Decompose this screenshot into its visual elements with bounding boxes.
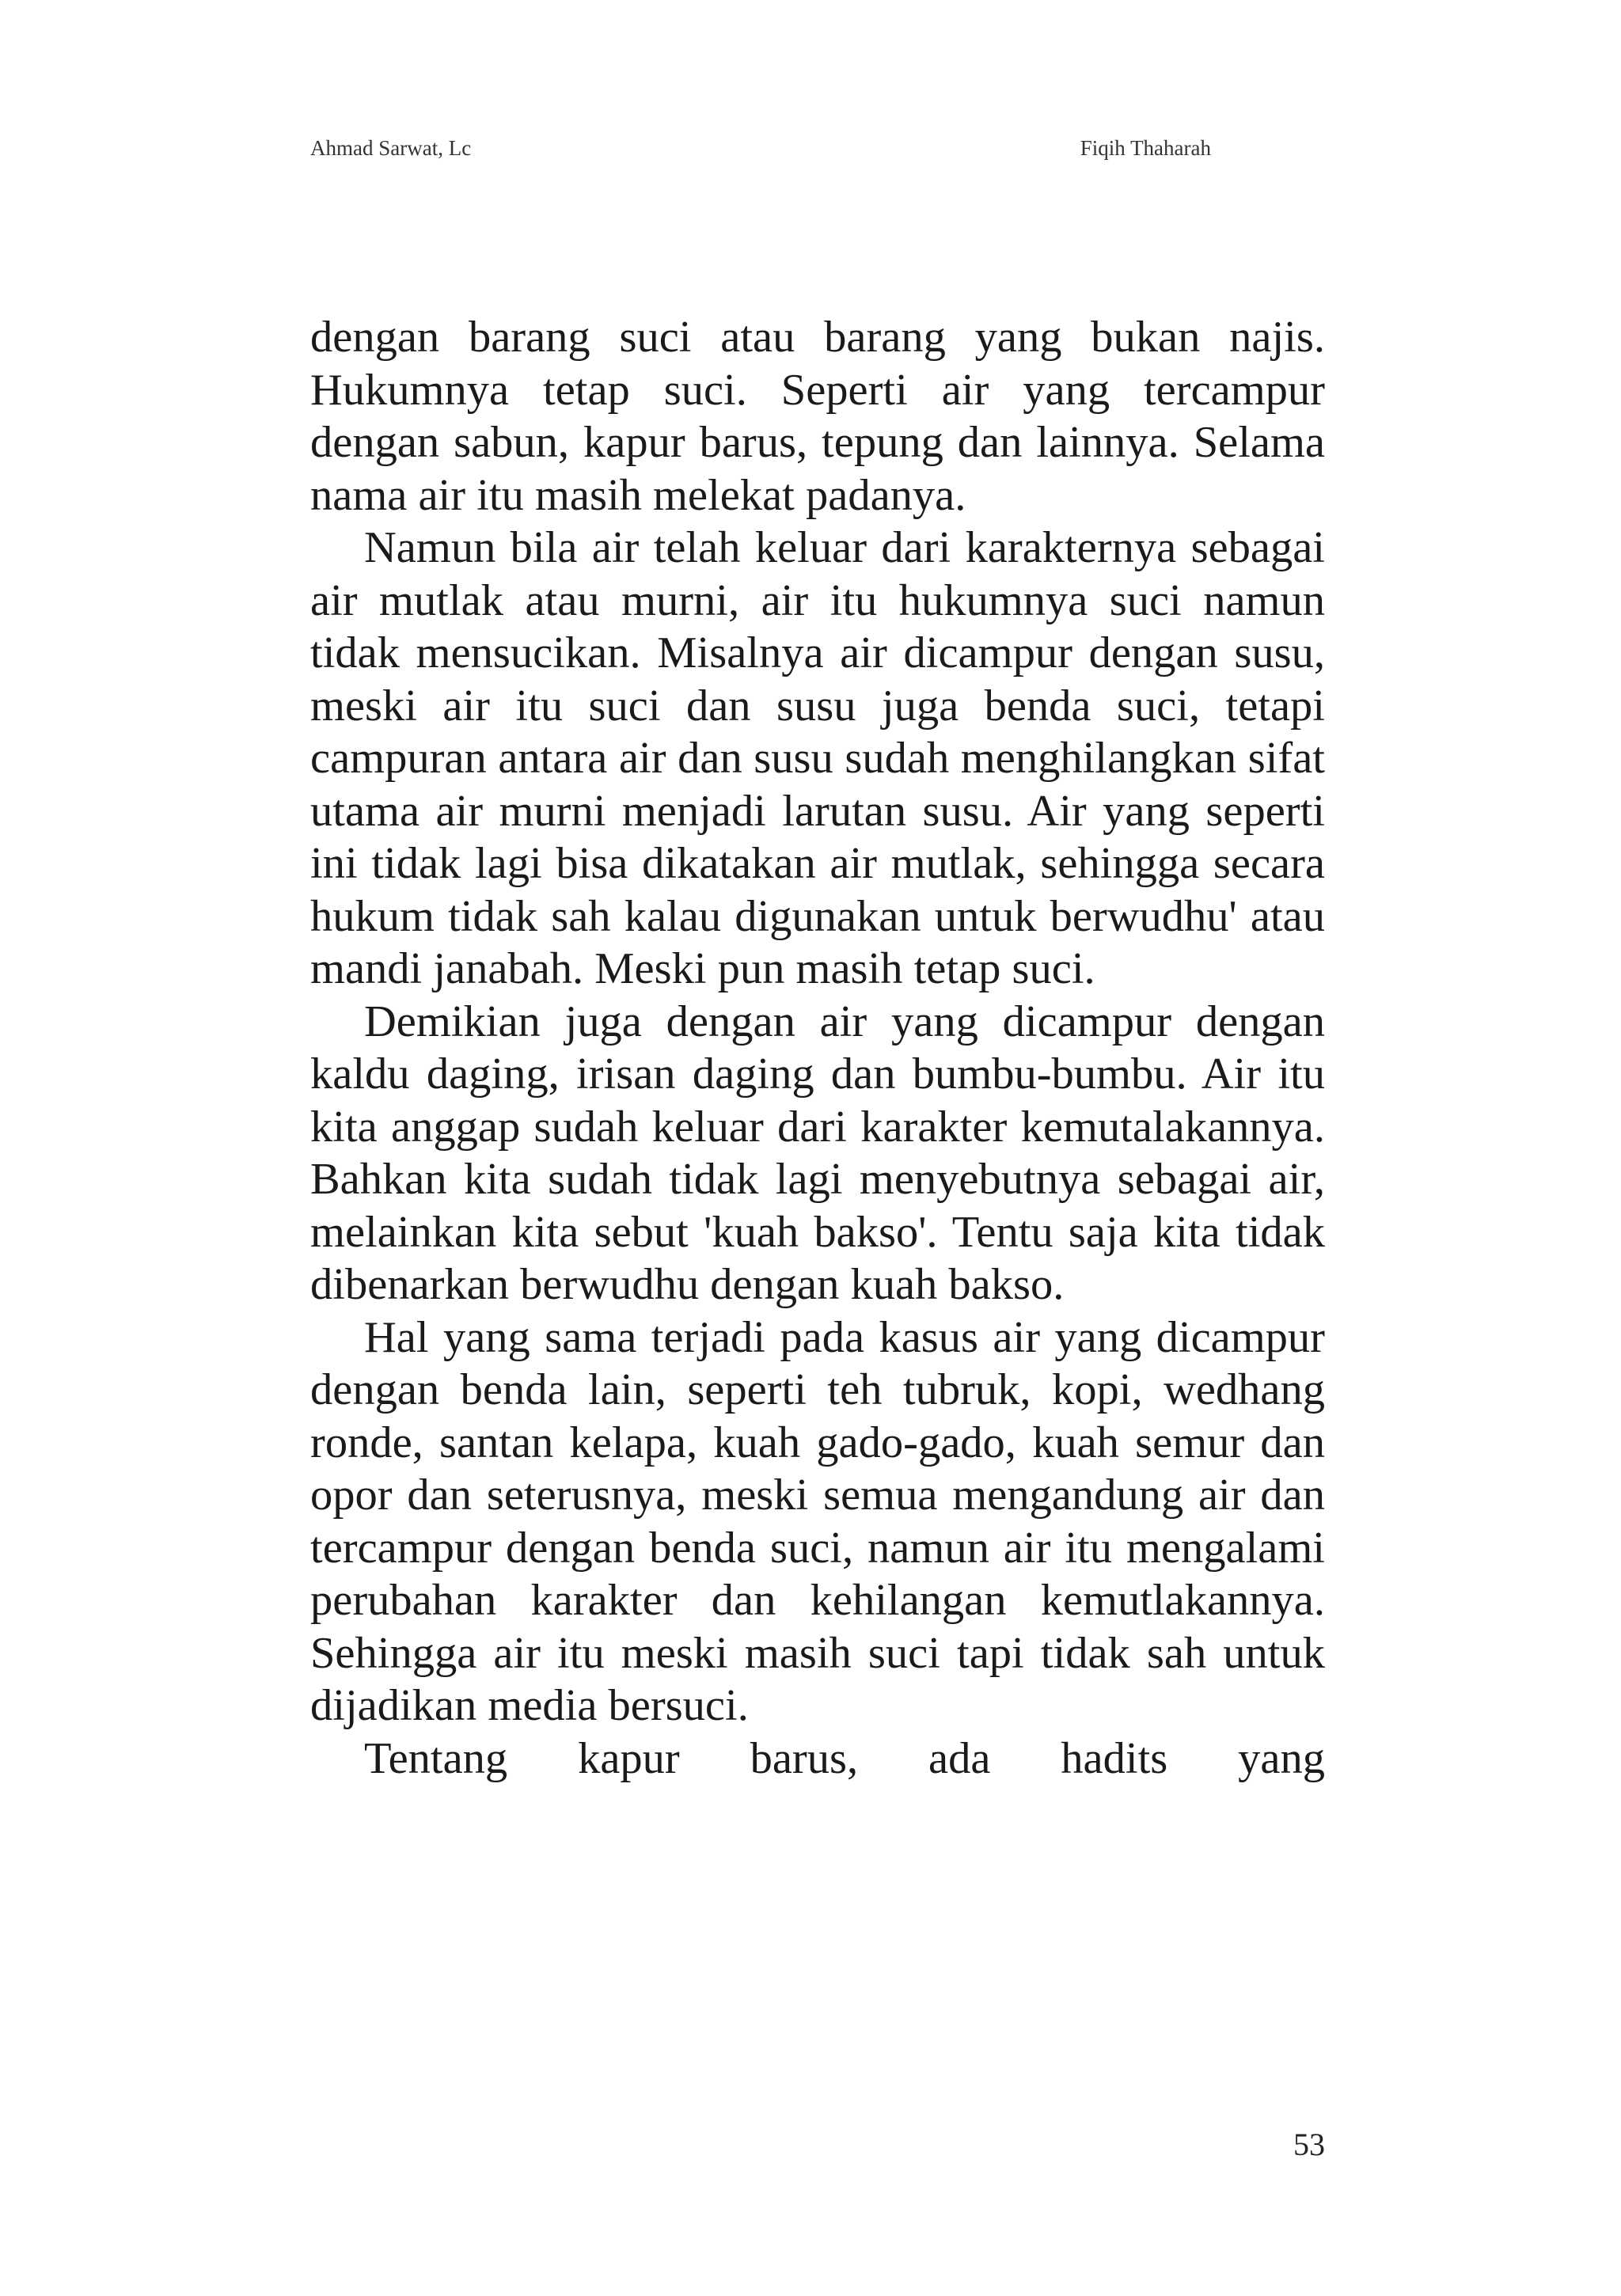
page-number: 53 (1293, 2127, 1325, 2162)
paragraph: Namun bila air telah keluar dari karakternya sebagai air mutlak atau murni, air itu hukumnya suci namun tidak mensucikan. Misalnya air dicampur dengan susu, meski air itu suci dan susu juga benda suci, tetapi campuran antara air dan susu sudah menghilangkan sifat utama air murni menjadi larutan susu. Air yang seperti ini tidak lagi bisa dikatakan air mutlak, sehingga secara hukum tidak sah kalau digunakan untuk berwudhu' atau mandi janabah. Meski pun masih tetap suci. (310, 523, 1325, 993)
paragraph: Tentang kapur barus, ada hadits yang (364, 1733, 1325, 1783)
body-text (310, 311, 1325, 1785)
header-author: Ahmad Sarwat, Lc (310, 136, 472, 160)
paragraph: Hal yang sama terjadi pada kasus air yang dicampur dengan benda lain, seperti teh tubruk, kopi, wedhang ronde, santan kelapa, kuah gado-gado, kuah semur dan opor dan seterusnya, meski semua mengandung air dan tercampur dengan benda suci, namun air itu mengalami perubahan karakter dan kehilangan kemutlakannya. Sehingga air itu meski masih suci tapi tidak sah untuk dijadikan media bersuci. (310, 1312, 1325, 1730)
paragraph: dengan barang suci atau barang yang bukan najis. Hukumnya tetap suci. Seperti air yang tercampur dengan sabun, kapur barus, tepung dan lainnya. Selama nama air itu masih melekat padanya. (310, 313, 1325, 520)
header-book-title: Fiqih Thaharah (1080, 136, 1211, 160)
running-header (310, 136, 1211, 168)
paragraph: Demikian juga dengan air yang dicampur dengan kaldu daging, irisan daging dan bumbu-bumbu. Air itu kita anggap sudah keluar dari karakter kemutalakannya. Bahkan kita sudah tidak lagi menyebutnya sebagai air, melainkan kita sebut 'kuah bakso'. Tentu saja kita tidak dibenarkan berwudhu dengan kuah bakso. (310, 996, 1325, 1309)
